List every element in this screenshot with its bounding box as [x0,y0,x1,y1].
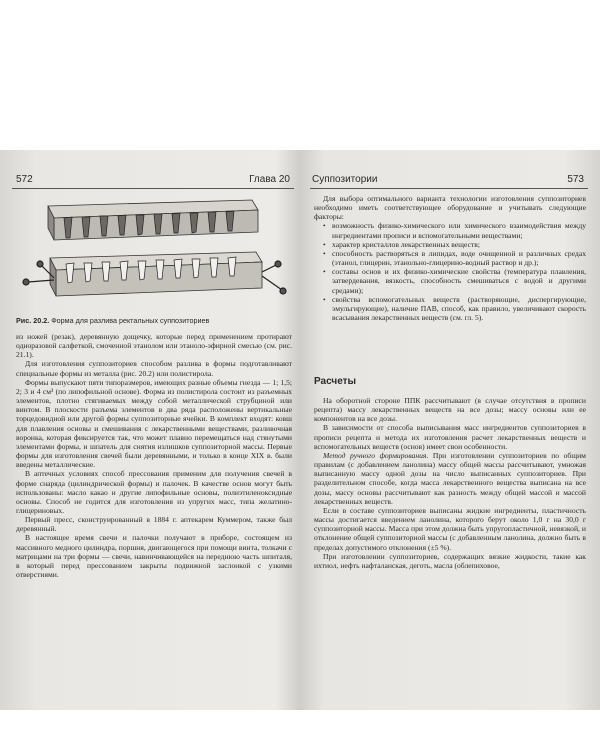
paragraph: Первый пресс, сконструированный в 1884 г. аптекарем Куммером, также был деревянный. [16,515,292,534]
section-heading: Расчеты [314,376,357,387]
right-page [310,150,588,710]
left-page [12,150,294,710]
paragraph [314,451,586,506]
list-item: • свойства вспомогательных веществ (растворяющие, диспергирующие, эмульгирующие), наличие ПАВ, способ, как правило, увеличивают скорость всасывания лекарственных веществ (см. гл. 5). [332,295,586,322]
factors-list [314,221,586,322]
left-body-text [16,332,292,579]
figure-label: Рис. 20.2. [16,316,50,325]
figure-caption [16,316,292,325]
chapter-title: Суппозитории [312,174,378,185]
paragraph: из ножей (резак), деревянную дощечку, которые перед применением протирают одноразовой салфеткой, смоченной этанолом или этаноло-эфирной смесью (см. рис. 21.1). [16,332,292,360]
page-number-left: 572 [16,174,33,185]
running-head-right [310,174,588,189]
figure-caption-text: Форма для разлива ректальных суппозиториев [51,316,210,325]
intro-paragraph: Для выбора оптимального варианта технологии изготовления суппозиториев необходимо иметь соответствующее оборудование и учитывать следующие факторы: [314,194,586,222]
list-item: • способность растворяться в липидах, воде очищенной и различных средах (этанол, глицерин, этанольно-глицерино-водный раствор и др.); [332,249,586,267]
page-number-right: 573 [567,174,584,185]
right-body-text [314,396,586,570]
paragraph: В аптечных условиях способ прессования применим для получения свечей в форме снаряда (цилиндрической формы) и палочек. В качестве основ могут быть использованы: масло какао и другие липофильные основы, полиэтиленоксидные основы. Способ не годится для изготовления из упругих масс, типа желатино-глицериновых. [16,469,292,515]
running-head-left [12,174,294,189]
paragraph: Если в составе суппозиториев выписаны жидкие ингредиенты, пластичность массы достигается введением ланолина, которого берут около 1,0 г на 30,0 г суппозиторной массы. Масса при этом должна быть упругопластичной, невязкой, и отклонение общей суппозиторной массы (с добавленным ланолина, должно быть в пределах допустимого отклонения (±5 %). [314,505,586,552]
list-item: • возможность физико-химического или химического взаимодействия между ингредиентами прописи и вспомогательными веществами; [332,221,586,239]
list-item: • характер кристаллов лекарственных веществ; [332,240,586,249]
paragraph: На оборотной стороне ППК рассчитывают (в случае отсутствия в прописи рецепта) массу лекарственных веществ на все дозы; массу основы или ее компонентов на все дозы. [314,396,586,424]
chapter-label: Глава 20 [249,174,290,185]
suppository-mold-figure [20,194,290,312]
paragraph: В настоящее время свечи и палочки получают в приборе, состоящем из массивного медного цилиндра, поршня, двигающегося при помощи винта, толкачи с матрицами на три формы — свечи, навинчивающейся на переднюю часть шпиталя, в который перед прессованием закрыты подвижной заслонкой с узкими отверстиями. [16,533,292,580]
paragraph: Для изготовления суппозиториев способом разлива в формы подготавливают специальные формы из металла (рис. 20.2) или полистирола. [16,359,292,378]
paragraph: В зависимости от способа выписывания масс ингредиентов суппозиториев в прописи рецепта и метода их изготовления расчет лекарственных веществ и вспомогательных веществ (основ) имеет свои особенности. [314,423,586,451]
paragraph: Формы выпускают пяти типоразмеров, имеющих разные объемы гнезда — 1; 1,5; 2; 3 и 4 см³ (по липофильной основе). Форма из полистирола состоит из разъемных элементов, плотно стягиваемых между собой металлической струбциной или винтом. В плоскости разъема элементов в два ряда расположены вертикальные торцедовидной или другой формы суппозиторные ячейки. В комплект входят: ковш для плавления основы и смешивания с лекарственными веществами, разливочная воронка, которая фиксируется так, что может плавно перемещаться над стянутыми элементами формы, и шпатель для снятия излишков суппозиторной массы. Первые формы для изготовления свечей были деревянными, и только в конце XIX в. были введены металлические. [16,377,292,470]
right-intro-block [314,194,586,322]
paragraph: При изготовлении суппозиториев, содержащих вязкие жидкости, такие как ихтиол, нефть нафталанская, деготь, масла (облепиховое, [314,551,586,570]
method-title: Метод ручного формирования. [323,450,429,460]
method-text: При изготовлении суппозиториев по общим правилам (с добавлением ланолина) массу общей массы рассчитывают, умножая выписанную массу одной дозы на число выписанных суппозиториев. При разделительном способе, когда масса лекарственного вещества выписана на все дозы, массу основы рассчитывают как разность между общей массой и массой лекарственных веществ. [314,450,586,506]
list-item: • составы основ и их физико-химические свойства (температура плавления, затвердевания, вязкость, способность смешиваться с водой и другими средами); [332,267,586,294]
book-spread [0,150,600,710]
